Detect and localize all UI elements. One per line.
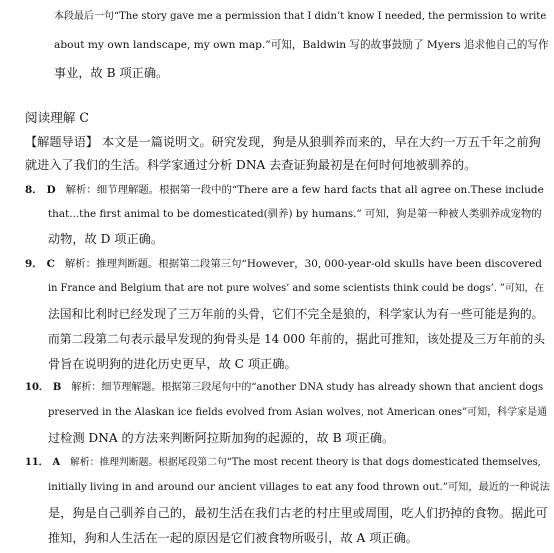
- explanation-text: 解析：细节理解题。根据第一段中的“There are a few hard facts that all agree on.These include: [65, 184, 544, 196]
- question-9-line-3: 法国和比利时已经发现了三万年前的头骨，它们不完全是狼的，科学家认为有一些可能是狗的。: [48, 307, 544, 321]
- answer-letter: C: [46, 258, 55, 270]
- question-11-line-1: [25, 455, 541, 471]
- intro-line-2: about my own landscape, my own map.”可知，Baldwin 写的故事鼓励了 Myers 追求他自己的写作: [54, 39, 549, 51]
- answer-letter: A: [52, 457, 61, 468]
- question-9-line-1: [25, 256, 542, 272]
- question-11-line-3: 是，狗是自己驯养自己的，最初生活在我们古老的村庄里或周围，吃人们扔掉的食物。据此可: [48, 506, 548, 520]
- explanation-text: 解析：细节理解题。根据第三段尾句中的“another DNA study has already shown that ancient dogs: [71, 382, 544, 393]
- section-title: 阅读理解 C: [25, 110, 90, 125]
- question-9-line-5: 骨旨在说明狗的进化历史更早，故 C 项正确。: [48, 357, 297, 371]
- answer-letter: B: [52, 382, 62, 393]
- question-number: 9．: [25, 258, 43, 270]
- question-10-line-1: [25, 380, 543, 396]
- question-11-line-2: initially living in and around our ancient villages to eat any food thrown out.”可知，最近的一种说法: [48, 482, 550, 493]
- question-9-line-4: 而第二段第二句表示最早发现的狗骨头是 14 000 年前的，据此可推知，该处提及三万年前的头: [48, 332, 546, 346]
- guide-line-1: 【解题导语】 本文是一篇说明文。研究发现，狗是从狼驯养而来的，早在大约一万五千年之前狗: [25, 135, 541, 149]
- question-8-line-3: 动物，故 D 项正确。: [48, 232, 164, 246]
- intro-line-3: 事业，故 B 项正确。: [54, 66, 169, 80]
- question-8-line-2: that...the first animal to be domesticated(驯养) by humans.” 可知，狗是第一种被人类驯养成宠物的: [48, 208, 542, 220]
- question-8-line-1: [25, 182, 544, 198]
- intro-line-1: 本段最后一句“The story gave me a permission that I didn’t know I needed, the permission to write: [54, 11, 547, 22]
- answer-letter: D: [46, 184, 56, 196]
- question-number: 8．: [25, 184, 43, 196]
- question-number: 11．: [25, 457, 49, 468]
- question-number: 10．: [25, 382, 49, 393]
- guide-line-2: 就进入了我们的生活。科学家通过分析 DNA 去查证狗最初是在何时何地被驯养的。: [25, 158, 477, 172]
- question-10-line-3: 过检测 DNA 的方法来判断阿拉斯加狗的起源的，故 B 项正确。: [48, 431, 395, 445]
- question-11-line-4: 推知，狗和人生活在一起的原因是它们被食物所吸引，故 A 项正确。: [48, 531, 418, 545]
- question-9-line-2: in France and Belgium that are not pure wolves’ and some scientists think could be dogs’. ”可知，在: [48, 283, 545, 294]
- explanation-text: 解析：推理判断题。根据第二段第三句“However，30, 000-year-old skulls have been discovered: [64, 258, 542, 270]
- explanation-text: 解析：推理判断题。根据尾段第二句“The most recent theory is that dogs domesticated themselves,: [70, 457, 541, 468]
- question-10-line-2: preserved in the Alaskan ice fields evolved from Asian wolves, not American ones”可知，科学家是通: [48, 407, 548, 418]
